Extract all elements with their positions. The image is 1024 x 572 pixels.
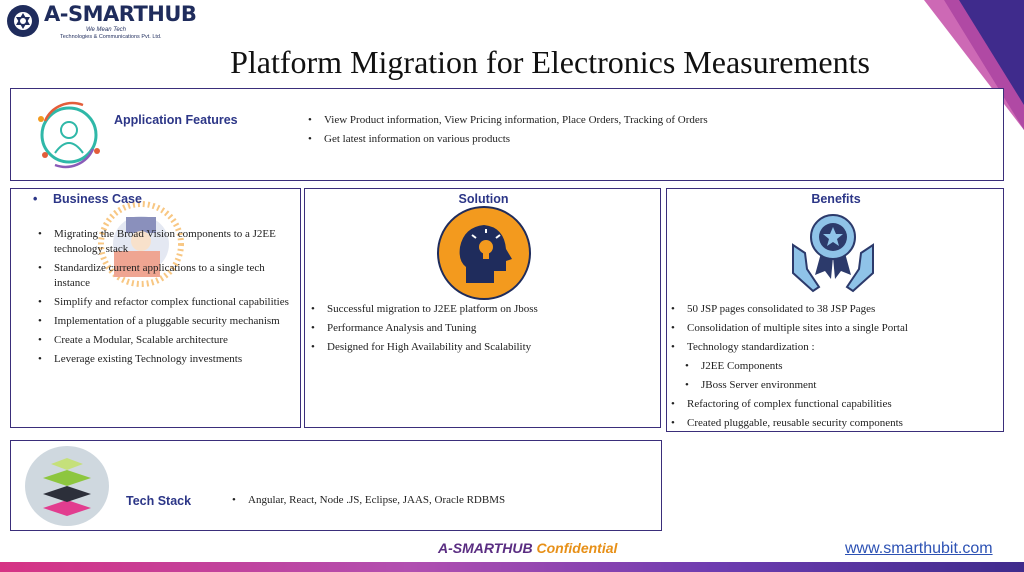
benefits-list <box>669 302 1001 431</box>
list-item: • Get latest information on various products <box>306 132 986 147</box>
logo-name: A-SMARTHUB <box>44 2 197 26</box>
list-item: • Successful migration to J2EE platform on Jboss <box>309 302 657 317</box>
logo-gear-icon <box>6 4 40 38</box>
solution-list <box>309 302 657 355</box>
footer-brand: A-SMARTHUB <box>438 540 533 556</box>
app-features-list <box>306 113 986 147</box>
website-link[interactable]: www.smarthubit.com <box>845 540 993 557</box>
tech-stack-heading: Tech Stack <box>126 494 192 508</box>
logo-tagline: We Mean Tech <box>86 27 127 33</box>
business-case-heading: • Business Case <box>31 192 142 206</box>
list-item: • Created pluggable, reusable security components <box>669 416 1001 431</box>
list-item: • Angular, React, Node .JS, Eclipse, JAAS, Oracle RDBMS <box>230 493 650 508</box>
app-features-box <box>10 88 1004 181</box>
list-item: • Migrating the Broad Vision components to a J2EE technology stack <box>36 227 298 257</box>
list-item: • Implementation of a pluggable security mechanism <box>36 314 298 329</box>
list-item: • Designed for High Availability and Scalability <box>309 340 657 355</box>
solution-heading: Solution <box>458 192 509 206</box>
app-features-heading: Application Features <box>114 113 238 127</box>
list-item: • Leverage existing Technology investments <box>36 352 298 367</box>
list-item: • J2EE Components <box>683 359 1001 374</box>
footer-confidential-label: Confidential <box>536 540 618 556</box>
list-item: • Performance Analysis and Tuning <box>309 321 657 336</box>
page-title: Platform Migration for Electronics Measurements <box>230 44 870 80</box>
solution-box <box>304 188 661 428</box>
tech-stack-layers-icon <box>23 444 111 528</box>
footer-confidential <box>438 540 617 556</box>
list-item: • JBoss Server environment <box>683 378 1001 393</box>
solution-head-icon <box>436 205 532 301</box>
list-item: • Simplify and refactor complex functional capabilities <box>36 295 298 310</box>
tech-stack-box <box>10 440 662 531</box>
business-case-box <box>10 188 301 428</box>
business-case-list <box>36 227 298 367</box>
list-item: • View Product information, View Pricing information, Place Orders, Tracking of Orders <box>306 113 986 128</box>
logo-subline: Technologies & Communications Pvt. Ltd. <box>60 34 162 40</box>
business-case-heading-row <box>31 192 142 206</box>
benefits-heading: Benefits <box>811 192 861 206</box>
list-item: • Technology standardization : <box>669 340 1001 355</box>
bottom-gradient-bar <box>0 562 1024 572</box>
list-item: • Consolidation of multiple sites into a single Portal <box>669 321 1001 336</box>
app-features-icon <box>31 97 107 173</box>
list-item: • Standardize current applications to a single tech instance <box>36 261 298 291</box>
tech-stack-list <box>230 493 650 508</box>
list-item: • 50 JSP pages consolidated to 38 JSP Pages <box>669 302 1001 317</box>
benefits-box <box>666 188 1004 432</box>
list-item: • Create a Modular, Scalable architecture <box>36 333 298 348</box>
list-item: • Refactoring of complex functional capabilities <box>669 397 1001 412</box>
benefits-medal-icon <box>785 205 881 293</box>
